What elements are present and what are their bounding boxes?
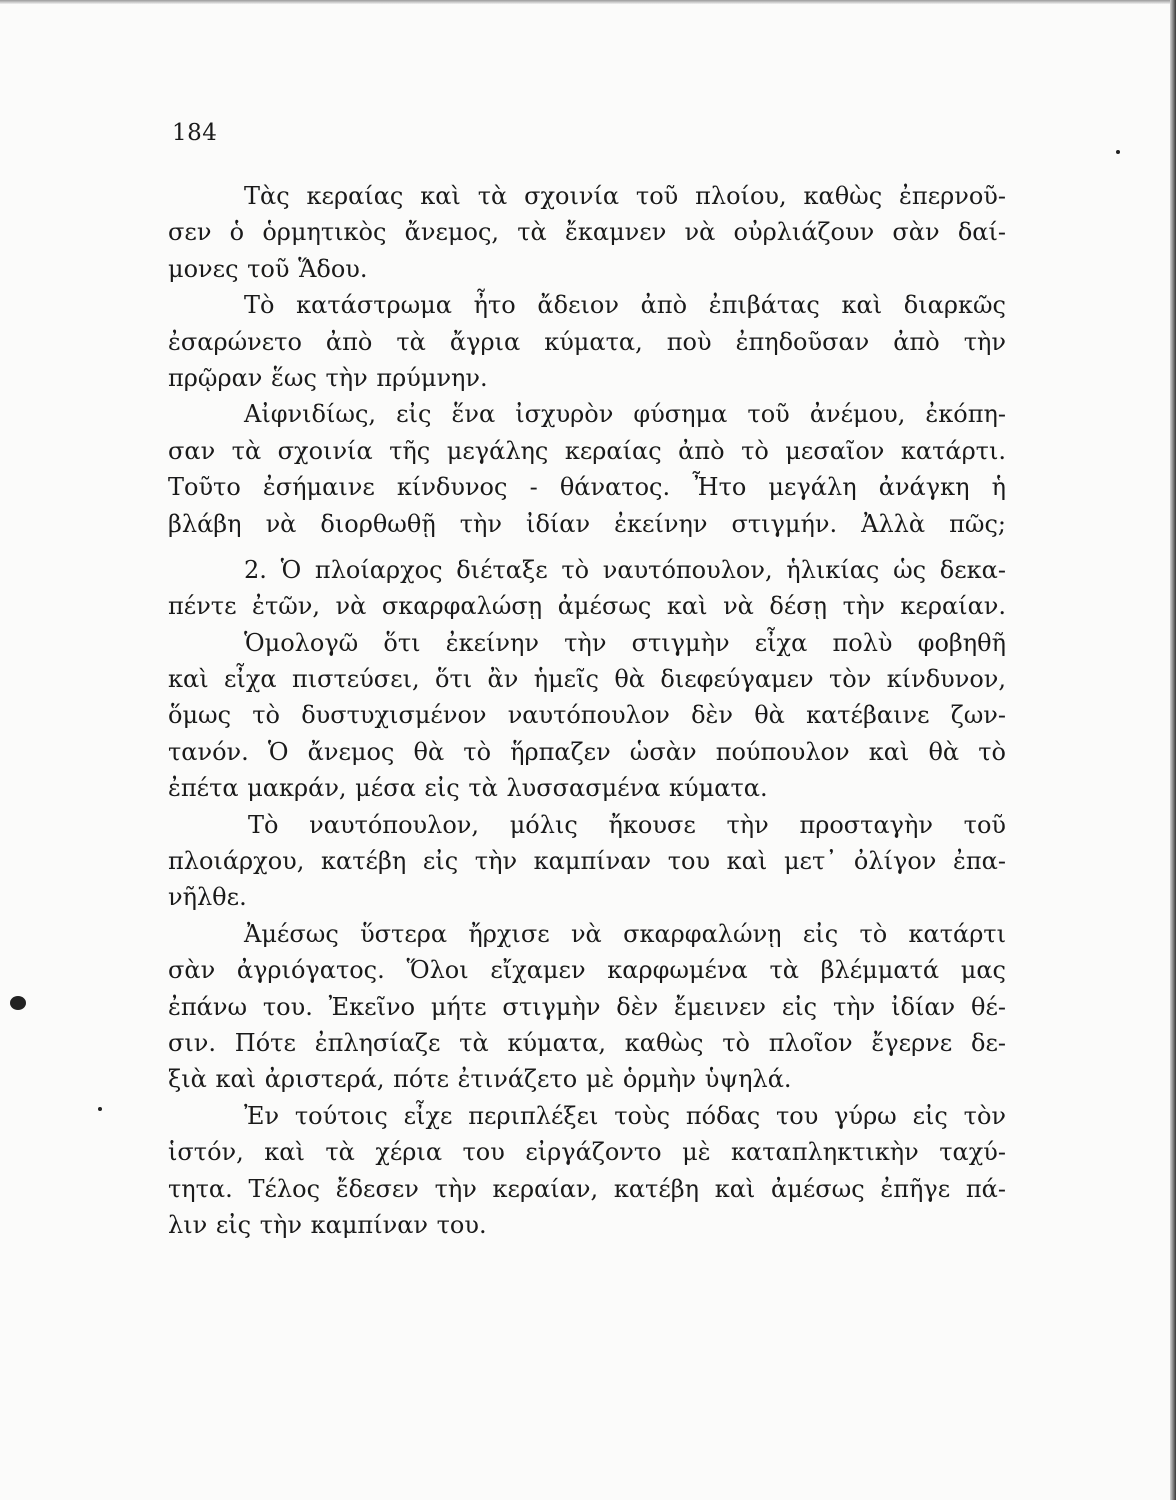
text-line: Ἀμέσως ὕστερα ἤρχισε νὰ σκαρφαλώνῃ εἰς τὸ κατάρτι	[244, 919, 1006, 948]
text-line: πρῷραν ἕως τὴν πρύμνην.	[168, 363, 488, 392]
text-line: καὶ εἶχα πιστεύσει, ὅτι ἂν ἡμεῖς θὰ διεφεύγαμεν τὸν κίνδυνον,	[168, 665, 1006, 694]
text-line: τανόν. Ὁ ἄνεμος θὰ τὸ ἥρπαζεν ὡσὰν πούπουλον καὶ θὰ τὸ	[168, 737, 1006, 766]
text-line: Τὸ κατάστρωμα ἦτο ἄδειον ἀπὸ ἐπιβάτας καὶ διαρκῶς	[244, 291, 1006, 320]
paragraph	[168, 916, 1006, 1098]
ink-speck	[10, 996, 26, 1010]
text-line: Τὰς κεραίας καὶ τὰ σχοινία τοῦ πλοίου, καθὼς ἐπερνοῦ-	[244, 182, 1006, 210]
text-line: ἐσαρώνετο ἀπὸ τὰ ἄγρια κύματα, ποὺ ἐπηδοῦσαν ἀπὸ τὴν	[168, 327, 1006, 356]
text-line: Τὸ ναυτόπουλον, μόλις ἤκουσε τὴν προσταγὴν τοῦ	[248, 810, 1006, 839]
text-line: Τοῦτο ἐσήμαινε κίνδυνος - θάνατος. Ἦτο μεγάλη ἀνάγκη ἡ	[168, 473, 1006, 502]
paragraph	[168, 807, 1006, 916]
text-line: σιν. Πότε ἐπλησίαζε τὰ κύματα, καθὼς τὸ πλοῖον ἔγερνε δε-	[168, 1028, 1006, 1057]
section-gap	[168, 542, 1006, 552]
text-line: πλοιάρχου, κατέβη εἰς τὴν καμπίναν του καὶ μετ᾽ ὀλίγον ἐπα-	[168, 847, 1006, 876]
paragraph	[168, 396, 1006, 542]
paragraph	[168, 552, 1006, 625]
text-line: Ὁμολογῶ ὅτι ἐκείνην τὴν στιγμὴν εἶχα πολὺ φοβηθῆ	[244, 628, 1006, 657]
text-line: Ἐν τούτοις εἶχε περιπλέξει τοὺς πόδας του γύρω εἰς τὸν	[244, 1101, 1006, 1130]
text-line: ξιὰ καὶ ἀριστερά, πότε ἐτινάζετο μὲ ὁρμὴν ὑψηλά.	[168, 1065, 792, 1094]
paragraph	[168, 287, 1006, 396]
paragraph	[168, 1098, 1006, 1244]
text-line: νῆλθε.	[168, 883, 247, 912]
text-line: Αἰφνιδίως, εἰς ἕνα ἰσχυρὸν φύσημα τοῦ ἀνέμου, ἐκόπη-	[244, 400, 1006, 429]
text-line: λιν εἰς τὴν καμπίναν του.	[168, 1210, 487, 1239]
paragraph	[168, 625, 1006, 807]
paragraph	[168, 178, 1006, 287]
text-line: μονες τοῦ Ἅδου.	[168, 254, 368, 283]
text-line: σεν ὁ ὁρμητικὸς ἄνεμος, τὰ ἔκαμνεν νὰ οὐρλιάζουν σὰν δαί-	[168, 218, 1006, 247]
scan-edge-top	[0, 0, 1176, 4]
text-line: ἱστόν, καὶ τὰ χέρια του εἰργάζοντο μὲ καταπληκτικὴν ταχύ-	[168, 1138, 1006, 1167]
ink-speck	[98, 1107, 102, 1111]
text-line: 2. Ὁ πλοίαρχος διέταξε τὸ ναυτόπουλον, ἡλικίας ὡς δεκα-	[244, 555, 1006, 584]
text-line: πέντε ἐτῶν, νὰ σκαρφαλώσῃ ἀμέσως καὶ νὰ δέσῃ τὴν κεραίαν.	[168, 592, 1006, 621]
text-line: σὰν ἀγριόγατος. Ὅλοι εἴχαμεν καρφωμένα τὰ βλέμματά μας	[168, 956, 1006, 985]
text-line: βλάβη νὰ διορθωθῇ τὴν ἰδίαν ἐκείνην στιγμήν. Ἀλλὰ πῶς;	[168, 509, 1006, 538]
text-line: ἐπέτα μακράν, μέσα εἰς τὰ λυσσασμένα κύματα.	[168, 774, 768, 803]
text-line: ὅμως τὸ δυστυχισμένον ναυτόπουλον δὲν θὰ κατέβαινε ζων-	[168, 701, 1006, 730]
body-text	[168, 178, 1006, 1243]
text-line: σαν τὰ σχοινία τῆς μεγάλης κεραίας ἀπὸ τὸ μεσαῖον κατάρτι.	[168, 436, 1006, 465]
ink-speck	[1116, 150, 1120, 154]
scan-edge-right	[1170, 0, 1176, 1500]
page-number: 184	[172, 120, 218, 146]
text-line: τητα. Τέλος ἔδεσεν τὴν κεραίαν, κατέβη καὶ ἀμέσως ἐπῆγε πά-	[168, 1174, 1006, 1203]
text-line: ἐπάνω του. Ἐκεῖνο μήτε στιγμὴν δὲν ἔμεινεν εἰς τὴν ἰδίαν θέ-	[168, 992, 1006, 1021]
